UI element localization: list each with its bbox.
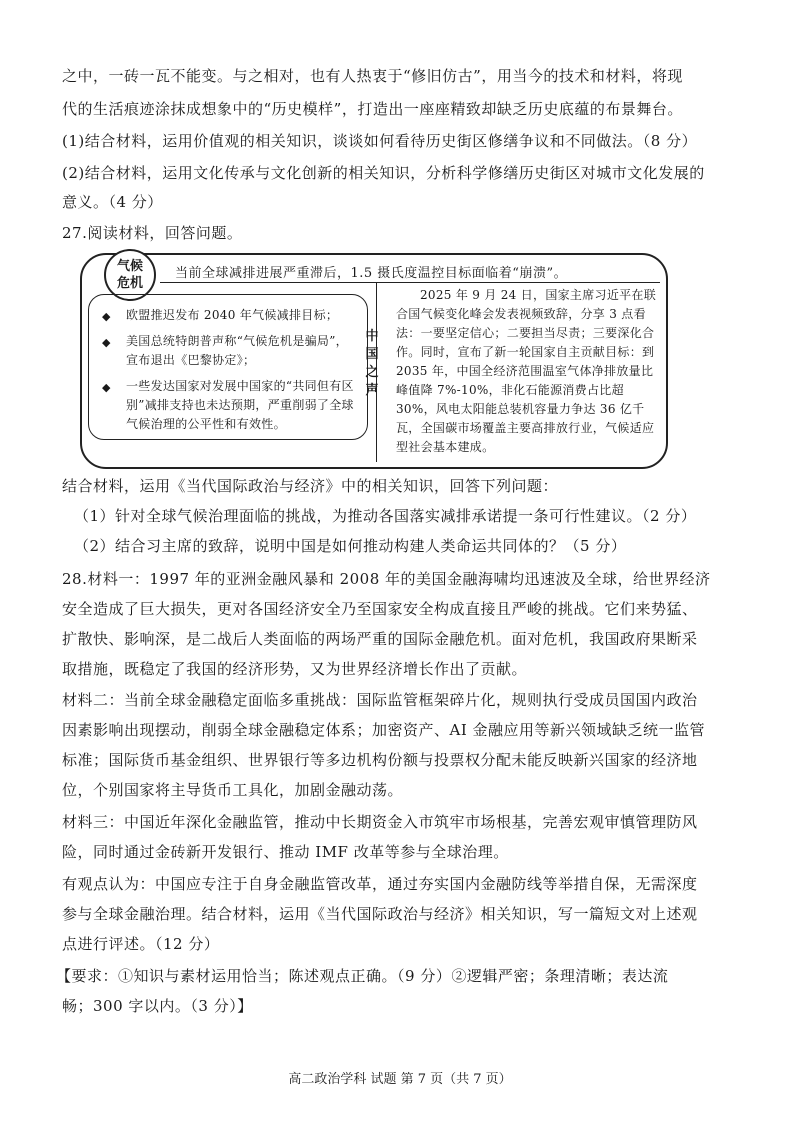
china-voice-text: 2025 年 9 月 24 日，国家主席习近平在联合国气候变化峰会发表视频致辞，分享 3 点看法：一要坚定信心；二要担当尽责；三要深化合作。同时，宣布了新一轮国家自主贡献目标：到 2035 年，中国全经济范围温室气体净排放量比峰值降 7%-10%，非化石能源消费占比超 30%，风电太阳能总装机容量力争达 36 亿千瓦，全国碳市场覆盖主要高排放行业，气候适应型社会基本建成。	[396, 288, 657, 454]
q28-material-1-line-2: 安全造成了巨大损失，更对各国经济安全乃至国家安全构成直接且严峻的挑战。它们来势猛、	[62, 600, 698, 618]
diamond-bullet-icon: ◆	[102, 310, 111, 323]
badge-line-2: 危机	[116, 276, 143, 291]
voice-label-char: 国	[365, 347, 379, 362]
bullet-item-3	[102, 377, 356, 434]
headline-divider	[160, 282, 660, 283]
q28-material-2-line-4: 位，个别国家将主导货币工具化，加剧金融动荡。	[62, 781, 404, 799]
bullet-text-3: 一些发达国家对发展中国家的“共同但有区别”减排支持也未达预期，严重削弱了全球气候治理的公平性和有效性。	[126, 379, 354, 431]
badge-line-1: 气候	[116, 259, 143, 274]
intro-line-2: 代的生活痕迹涂抹成想象中的“历史模样”，打造出一座座精致却缺乏历史底蕴的布景舞台。	[62, 100, 683, 118]
bullet-text-1: 欧盟推迟发布 2040 年气候减排目标；	[126, 308, 339, 322]
diamond-bullet-icon: ◆	[102, 336, 111, 349]
q28-requirement-line-1: 【要求：①知识与素材运用恰当；陈述观点正确。（9 分）②逻辑严密；条理清晰；表达流	[56, 967, 669, 985]
q28-view-line-2: 参与全球金融治理。结合材料，运用《当代国际政治与经济》相关知识，写一篇短文对上述观	[62, 905, 698, 923]
q28-material-2-line-1: 材料二：当前全球金融稳定面临多重挑战：国际监管框架碎片化，规则执行受成员国国内政治	[62, 691, 698, 709]
q28-material-1-line-1: 28.材料一：1997 年的亚洲金融风暴和 2008 年的美国金融海啸均迅速波及全球，给世界经济	[62, 570, 711, 588]
figure-headline: 当前全球减排进展严重滞后，1.5 摄氏度温控目标面临着“崩溃”。	[175, 266, 568, 281]
voice-label-char: 声	[365, 383, 379, 398]
q28-requirement-line-2: 畅；300 字以内。（3 分）】	[62, 997, 253, 1015]
intro-line-1: 之中，一砖一瓦不能变。与之相对，也有人热衷于“修旧仿古”，用当今的技术和材料，将现	[62, 67, 683, 85]
q27-title: 27.阅读材料，回答问题。	[62, 224, 243, 242]
q28-material-3-line-1: 材料三：中国近年深化金融监管，推动中长期资金入市筑牢市场根基，完善宏观审慎管理防风	[62, 813, 698, 831]
q28-material-1-line-4: 取措施，既稳定了我国的经济形势，又为世界经济增长作出了贡献。	[62, 660, 528, 678]
q28-view-line-3: 点进行评述。（12 分）	[62, 935, 220, 953]
q26-sub-2-line-1: (2)结合材料，运用文化传承与文化创新的相关知识，分析科学修缮历史街区对城市文化发展的	[62, 164, 705, 182]
q28-view-line-1: 有观点认为：中国应专注于自身金融监管改革，通过夯实国内金融防线等举措自保，无需深度	[62, 875, 698, 893]
bullet-text-2: 美国总统特朗普声称“气候危机是骗局”，宣布退出《巴黎协定》；	[126, 334, 348, 367]
q28-material-2-line-2: 因素影响出现摆动，削弱全球金融稳定体系；加密资产、AI 金融应用等新兴领域缺乏统一监管	[62, 721, 706, 739]
q27-sub-2: （2）结合习主席的致辞，说明中国是如何推动构建人类命运共同体的？（5 分）	[74, 537, 627, 555]
q27-sub-1: （1）针对全球气候治理面临的挑战，为推动各国落实减排承诺提一条可行性建议。（2 分）	[74, 507, 697, 525]
q26-sub-1: (1)结合材料，运用价值观的相关知识，谈谈如何看待历史街区修缮争议和不同做法。（8 分）	[62, 132, 698, 150]
page-footer: 高二政治学科 试题 第 7 页（共 7 页）	[288, 1072, 512, 1087]
q26-sub-2-line-2: 意义。（4 分）	[62, 193, 163, 211]
q27-lead: 结合材料，运用《当代国际政治与经济》中的相关知识，回答下列问题：	[62, 477, 559, 495]
bullet-item-2	[102, 332, 356, 370]
q28-material-1-line-3: 扩散快、影响深，是二战后人类面临的两场严重的国际金融危机。面对危机，我国政府果断采	[62, 630, 698, 648]
voice-label-char: 中	[365, 329, 379, 344]
bullet-item-1	[102, 306, 356, 325]
diamond-bullet-icon: ◆	[102, 381, 111, 394]
q28-material-3-line-2: 险，同时通过金砖新开发银行、推动 IMF 改革等参与全球治理。	[62, 843, 509, 861]
voice-label-char: 之	[365, 365, 379, 380]
q28-material-2-line-3: 标准；国际货币基金组织、世界银行等多边机构份额与投票权分配未能反映新兴国家的经济地	[62, 751, 698, 769]
china-voice-label	[362, 328, 382, 400]
